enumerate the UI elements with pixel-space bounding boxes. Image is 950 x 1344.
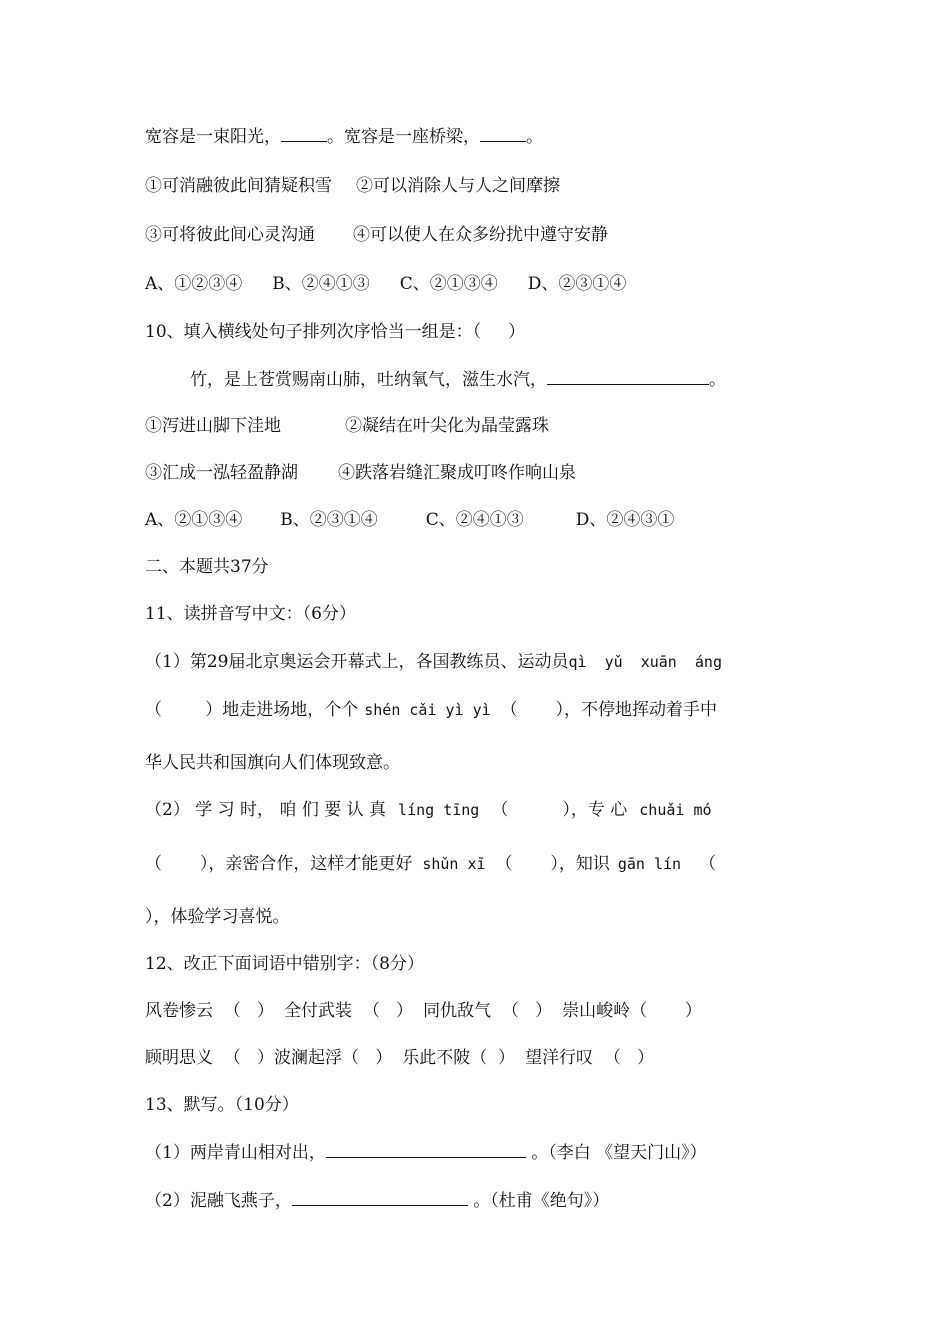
q12-item-1: 风卷惨云 （ ）: [145, 1001, 275, 1021]
q10-blank[interactable]: [547, 369, 709, 385]
q11-p1-line-3: 华人民共和国旗向人们体现致意。: [145, 753, 400, 773]
q10-option-3: ③汇成一泓轻盈静湖: [145, 463, 298, 483]
q12-item-8: 望洋行叹 （ ）: [525, 1048, 655, 1068]
q13-line-2: [145, 1190, 609, 1212]
q11-p2-line-1: [145, 799, 712, 821]
q9-blank-1[interactable]: [281, 126, 327, 142]
q9-choice-c[interactable]: C、②①③④: [399, 274, 498, 294]
q9-option-1: ①可消融彼此间猜疑积雪: [145, 176, 332, 196]
q9-stem-a: 宽容是一束阳光，: [145, 127, 281, 147]
q10-choice-c[interactable]: C、②④①③: [425, 510, 524, 530]
q11-p2-text-a: （2） 学 习 时， 咱 们 要 认 真: [145, 800, 387, 820]
q10-stem-text: 竹，是上苍赏赐南山肺，吐纳氧气，滋生水汽，: [190, 370, 547, 390]
q10-title: 10、填入横线处句子排列次序恰当一组是：（ ）: [145, 322, 526, 342]
q11-p2-text-e: （: [699, 854, 717, 874]
q13-line-2-text: （2）泥融飞燕子，: [145, 1191, 292, 1211]
q9-option-2: ②可以消除人与人之间摩擦: [356, 176, 560, 196]
q12-row-2: [145, 1047, 654, 1069]
q13-blank-1[interactable]: [326, 1142, 526, 1158]
q13-line-1: [145, 1142, 707, 1164]
q12-item-4: 崇山峻岭（ ）: [562, 1001, 702, 1021]
q11-p2-line-2: [145, 853, 716, 875]
q10-stem: [190, 369, 726, 391]
q9-option-3: ③可将彼此间心灵沟通: [145, 225, 315, 245]
q9-choice-b[interactable]: B、②④①③: [272, 274, 370, 294]
q9-options-row-1: [145, 175, 560, 197]
q11-p2-text-b: （ ），专 心: [491, 800, 628, 820]
q13-line-1-text: （1）两岸青山相对出，: [145, 1143, 326, 1163]
q9-blank-2[interactable]: [480, 126, 526, 142]
q13-blank-2[interactable]: [292, 1190, 468, 1206]
q10-choice-d[interactable]: D、②④③①: [575, 510, 675, 530]
q11-p2-text-d: （ ），知识: [495, 854, 610, 874]
q12-title: 12、改正下面词语中错别字：（8分）: [145, 954, 424, 974]
q9-stem-c: 。: [526, 127, 543, 147]
q11-p1-line-1: [145, 651, 722, 673]
q12-item-7: 乐此不陂（ ）: [402, 1048, 516, 1068]
q11-pinyin-shencaiyiyi: shén cǎi yì yì: [364, 701, 491, 719]
q11-p1-text-b: （ ）地走进场地，个个: [145, 700, 359, 720]
q10-option-1: ①泻进山脚下洼地: [145, 416, 281, 436]
q10-options-row-1: [145, 415, 549, 437]
q11-p1-text-a: （1）第29届北京奥运会开幕式上，各国教练员、运动员: [145, 652, 569, 672]
q10-stem-end: 。: [709, 370, 726, 390]
q10-option-4: ④跌落岩缝汇聚成叮咚作响山泉: [338, 463, 576, 483]
q10-option-2: ②凝结在叶尖化为晶莹露珠: [345, 416, 549, 436]
q11-pinyin-qiyuxuanang: qì yǔ xuān áng: [568, 653, 722, 671]
q13-line-1-source: 。（李白 《望天门山》）: [525, 1143, 707, 1163]
q12-item-2: 全付武装 （ ）: [284, 1001, 414, 1021]
q11-p2-line-3: ），体验学习喜悦。: [145, 907, 290, 927]
q12-item-3: 同仇敌气 （ ）: [423, 1001, 553, 1021]
q10-options-row-2: [145, 462, 576, 484]
q11-p1-text-c: （ ），不停地挥动着手中: [500, 700, 717, 720]
q11-pinyin-chuaimo: chuǎi mó: [639, 801, 712, 819]
q13-title: 13、默写。（10分）: [145, 1095, 299, 1115]
q9-options-row-2: [145, 224, 608, 246]
q11-pinyin-ganlin: gān lín: [617, 855, 682, 873]
q12-item-5: 顾明思义 （ ）: [145, 1048, 275, 1068]
q10-choice-a[interactable]: A、②①③④: [145, 510, 243, 530]
q9-option-4: ④可以使人在众多纷扰中遵守安静: [353, 225, 608, 245]
q9-choice-a[interactable]: A、①②③④: [145, 274, 243, 294]
q10-choice-b[interactable]: B、②③①④: [280, 510, 378, 530]
q11-p1-line-2: [145, 699, 717, 721]
q9-stem: [145, 126, 543, 148]
q11-pinyin-lingting: líng tīng: [398, 801, 480, 819]
q10-choices: [145, 509, 674, 531]
q11-title: 11、读拼音写中文：（6分）: [145, 604, 356, 624]
q9-choice-d[interactable]: D、②③①④: [527, 274, 627, 294]
q11-p2-text-c: （ ），亲密合作，这样才能更好: [145, 854, 413, 874]
q9-choices: [145, 273, 626, 295]
q12-row-1: [145, 1000, 702, 1022]
section-heading: 二、本题共37分: [145, 557, 269, 577]
q13-line-2-source: 。（杜甫《绝句》）: [467, 1191, 610, 1211]
q9-stem-b: 。宽容是一座桥梁，: [327, 127, 480, 147]
q11-pinyin-shunxi: shǔn xī: [422, 855, 486, 873]
q12-item-6: 波澜起浮（ ）: [274, 1048, 393, 1068]
